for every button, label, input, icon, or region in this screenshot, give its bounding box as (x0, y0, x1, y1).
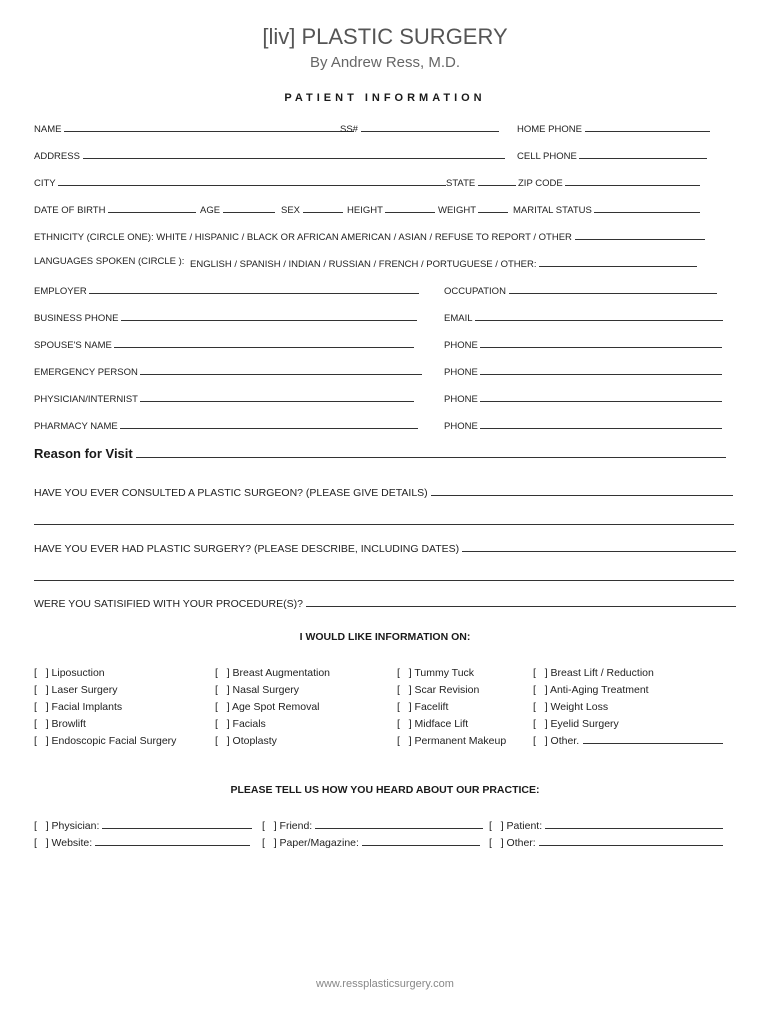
city-field[interactable] (34, 175, 446, 189)
procedure-label: Age Spot Removal (229, 701, 320, 713)
checkbox-close: ] (408, 684, 412, 696)
languages-field[interactable] (190, 256, 697, 270)
heard-other-label: Other: (506, 837, 536, 849)
procedure-option[interactable] (397, 716, 506, 733)
physician-field[interactable] (34, 391, 414, 405)
email-field[interactable] (444, 310, 723, 324)
procedure-option[interactable] (533, 682, 723, 699)
zip-field[interactable] (518, 175, 700, 189)
height-field[interactable] (347, 202, 435, 216)
cell-phone-label: CELL PHONE (517, 151, 577, 162)
checkbox-open: [ (533, 667, 536, 679)
checkbox-close: ] (45, 667, 49, 679)
heard-website[interactable] (34, 835, 250, 849)
checkbox-close: ] (408, 667, 412, 679)
business-phone-field[interactable] (34, 310, 417, 324)
procedure-label: Scar Revision (411, 684, 480, 696)
procedure-option[interactable] (215, 716, 330, 733)
checkbox-open: [ (397, 735, 400, 747)
heard-friend-label: Friend: (279, 820, 313, 832)
business-phone-label: BUSINESS PHONE (34, 313, 119, 324)
other-input-line[interactable] (583, 733, 723, 744)
dob-field[interactable] (34, 202, 196, 216)
checkbox-close: ] (408, 735, 412, 747)
checkbox-open: [ (34, 735, 37, 747)
procedure-option[interactable] (215, 733, 330, 750)
email-label: EMAIL (444, 313, 473, 324)
checkbox-close: ] (544, 701, 548, 713)
home-phone-label: HOME PHONE (517, 124, 582, 135)
procedure-option[interactable] (215, 682, 330, 699)
sex-field[interactable] (281, 202, 343, 216)
address-label: ADDRESS (34, 151, 80, 162)
checkbox-open: [ (397, 701, 400, 713)
occupation-field[interactable] (444, 283, 717, 297)
checkbox-close: ] (226, 718, 230, 730)
procedure-option[interactable] (533, 716, 723, 733)
heard-other[interactable] (489, 835, 723, 849)
heard-website-label: Website: (51, 837, 93, 849)
heard-friend[interactable] (262, 818, 483, 832)
procedure-label: Browlift (48, 718, 86, 730)
procedure-option[interactable] (533, 665, 723, 682)
checkbox-open: [ (397, 718, 400, 730)
checkbox-open: [ (397, 667, 400, 679)
employer-label: EMPLOYER (34, 286, 87, 297)
languages-options: ENGLISH / SPANISH / INDIAN / RUSSIAN / FRENCH / PORTUGUESE / OTHER: (190, 259, 537, 270)
procedures-column-4 (533, 665, 723, 750)
checkbox-open: [ (397, 684, 400, 696)
procedure-label: Nasal Surgery (229, 684, 300, 696)
procedures-column-2 (215, 665, 330, 750)
spouse-field[interactable] (34, 337, 414, 351)
checkbox-close: ] (500, 820, 504, 832)
checkbox-open: [ (215, 735, 218, 747)
name-field[interactable] (34, 121, 354, 135)
procedure-label: Endoscopic Facial Surgery (48, 735, 177, 747)
surgery-label: HAVE YOU EVER HAD PLASTIC SURGERY? (PLEASE DESCRIBE, INCLUDING DATES) (34, 543, 460, 555)
procedure-option[interactable] (397, 699, 506, 716)
procedure-label: Breast Lift / Reduction (547, 667, 654, 679)
procedure-option[interactable] (533, 699, 723, 716)
heard-heading: PLEASE TELL US HOW YOU HEARD ABOUT OUR PRACTICE: (230, 784, 540, 796)
procedure-label: Midface Lift (411, 718, 469, 730)
pharmacy-label: PHARMACY NAME (34, 421, 118, 432)
address-field[interactable] (34, 148, 505, 162)
procedure-label: Facial Implants (48, 701, 123, 713)
checkbox-open: [ (34, 667, 37, 679)
procedure-label: Otoplasty (229, 735, 277, 747)
heard-paper[interactable] (262, 835, 480, 849)
physician-phone-field[interactable] (444, 391, 722, 405)
procedure-label: Weight Loss (547, 701, 609, 713)
satisfied-question[interactable] (34, 596, 736, 610)
checkbox-open: [ (533, 735, 536, 747)
state-field[interactable] (446, 175, 516, 189)
physician-label: PHYSICIAN/INTERNIST (34, 394, 138, 405)
checkbox-open: [ (34, 701, 37, 713)
procedure-option[interactable] (215, 699, 330, 716)
heard-patient[interactable] (489, 818, 723, 832)
procedure-label: Permanent Makeup (411, 735, 507, 747)
procedure-label: Liposuction (48, 667, 105, 679)
procedure-option[interactable] (34, 733, 176, 750)
phone-label: PHONE (444, 367, 478, 378)
checkbox-open: [ (489, 820, 492, 832)
checkbox-close: ] (273, 837, 277, 849)
checkbox-close: ] (408, 718, 412, 730)
procedure-option[interactable] (34, 665, 176, 682)
reason-field[interactable] (34, 445, 726, 461)
zip-label: ZIP CODE (518, 178, 563, 189)
checkbox-close: ] (45, 701, 49, 713)
home-phone-field[interactable] (517, 121, 710, 135)
marital-label: MARITAL STATUS (513, 205, 592, 216)
heard-physician-label: Physician: (51, 820, 100, 832)
checkbox-open: [ (262, 820, 265, 832)
checkbox-open: [ (489, 837, 492, 849)
heard-physician[interactable] (34, 818, 252, 832)
phone-label: PHONE (444, 421, 478, 432)
checkbox-open: [ (215, 701, 218, 713)
procedure-label: Eyelid Surgery (547, 718, 619, 730)
checkbox-close: ] (226, 684, 230, 696)
procedure-label: Facials (229, 718, 266, 730)
checkbox-close: ] (544, 718, 548, 730)
height-label: HEIGHT (347, 205, 383, 216)
weight-label: WEIGHT (438, 205, 476, 216)
checkbox-open: [ (533, 701, 536, 713)
checkbox-close: ] (45, 684, 49, 696)
reason-label: Reason for Visit (34, 446, 133, 461)
checkbox-open: [ (533, 684, 536, 696)
phone-label: PHONE (444, 340, 478, 351)
procedure-option[interactable] (397, 682, 506, 699)
procedure-option[interactable] (34, 699, 176, 716)
phone-label: PHONE (444, 394, 478, 405)
spouse-phone-field[interactable] (444, 337, 722, 351)
checkbox-open: [ (215, 667, 218, 679)
weight-field[interactable] (438, 202, 508, 216)
occupation-label: OCCUPATION (444, 286, 506, 297)
name-label: NAME (34, 124, 62, 135)
checkbox-close: ] (45, 820, 49, 832)
procedure-label: Breast Augmentation (229, 667, 331, 679)
procedures-column-3 (397, 665, 506, 750)
spouse-label: SPOUSE'S NAME (34, 340, 112, 351)
info-heading: I WOULD LIKE INFORMATION ON: (299, 631, 471, 643)
section-heading: PATIENT INFORMATION (284, 92, 486, 104)
checkbox-open: [ (34, 718, 37, 730)
checkbox-close: ] (226, 667, 230, 679)
procedure-label: Tummy Tuck (411, 667, 475, 679)
age-field[interactable] (200, 202, 275, 216)
ethnicity-field[interactable] (34, 229, 705, 243)
heard-paper-label: Paper/Magazine: (279, 837, 359, 849)
emergency-field[interactable] (34, 364, 422, 378)
procedure-option[interactable] (397, 733, 506, 750)
pharmacy-field[interactable] (34, 418, 418, 432)
checkbox-close: ] (226, 735, 230, 747)
checkbox-close: ] (408, 701, 412, 713)
consulted-question[interactable] (34, 485, 733, 499)
city-label: CITY (34, 178, 56, 189)
cell-phone-field[interactable] (517, 148, 707, 162)
checkbox-open: [ (34, 837, 37, 849)
checkbox-close: ] (544, 667, 548, 679)
procedure-option[interactable] (533, 733, 723, 750)
checkbox-close: ] (544, 684, 548, 696)
checkbox-close: ] (45, 735, 49, 747)
page-title: [liv] PLASTIC SURGERY (262, 24, 508, 49)
checkbox-close: ] (273, 820, 277, 832)
checkbox-close: ] (544, 735, 548, 747)
procedures-column-1 (34, 665, 176, 750)
checkbox-open: [ (34, 820, 37, 832)
surgery-question[interactable] (34, 541, 736, 555)
age-label: AGE (200, 205, 221, 216)
procedure-label: Laser Surgery (48, 684, 118, 696)
procedure-option[interactable] (215, 665, 330, 682)
sex-label: SEX (281, 205, 301, 216)
procedure-label: Facelift (411, 701, 449, 713)
checkbox-open: [ (215, 684, 218, 696)
checkbox-close: ] (45, 718, 49, 730)
procedure-label: Other. (547, 735, 580, 747)
emergency-phone-field[interactable] (444, 364, 722, 378)
marital-field[interactable] (513, 202, 700, 216)
surgery-answer-line[interactable] (34, 580, 734, 581)
state-label: STATE (446, 178, 476, 189)
checkbox-close: ] (500, 837, 504, 849)
dob-label: DATE OF BIRTH (34, 205, 106, 216)
procedure-label: Anti-Aging Treatment (547, 684, 649, 696)
page-subtitle: By Andrew Ress, M.D. (309, 54, 461, 71)
footer-url[interactable]: www.ressplasticsurgery.com (316, 978, 454, 990)
checkbox-close: ] (226, 701, 230, 713)
satisfied-label: WERE YOU SATISIFIED WITH YOUR PROCEDURE(S)? (34, 598, 303, 610)
ss-field[interactable] (340, 121, 499, 135)
pharmacy-phone-field[interactable] (444, 418, 722, 432)
procedure-option[interactable] (34, 716, 176, 733)
heard-patient-label: Patient: (506, 820, 543, 832)
checkbox-open: [ (34, 684, 37, 696)
procedure-option[interactable] (34, 682, 176, 699)
procedure-option[interactable] (397, 665, 506, 682)
languages-label: LANGUAGES SPOKEN (CIRCLE ): (34, 256, 185, 267)
emergency-label: EMERGENCY PERSON (34, 367, 138, 378)
employer-field[interactable] (34, 283, 419, 297)
ethnicity-label: ETHNICITY (CIRCLE ONE): WHITE / HISPANIC / BLACK OR AFRICAN AMERICAN / ASIAN / REFUSE TO REPORT / OTHER (34, 232, 572, 243)
consulted-answer-line[interactable] (34, 524, 734, 525)
checkbox-open: [ (533, 718, 536, 730)
consulted-label: HAVE YOU EVER CONSULTED A PLASTIC SURGEON? (PLEASE GIVE DETAILS) (34, 487, 428, 499)
checkbox-close: ] (45, 837, 49, 849)
checkbox-open: [ (262, 837, 265, 849)
ss-label: SS# (340, 124, 358, 135)
checkbox-open: [ (215, 718, 218, 730)
